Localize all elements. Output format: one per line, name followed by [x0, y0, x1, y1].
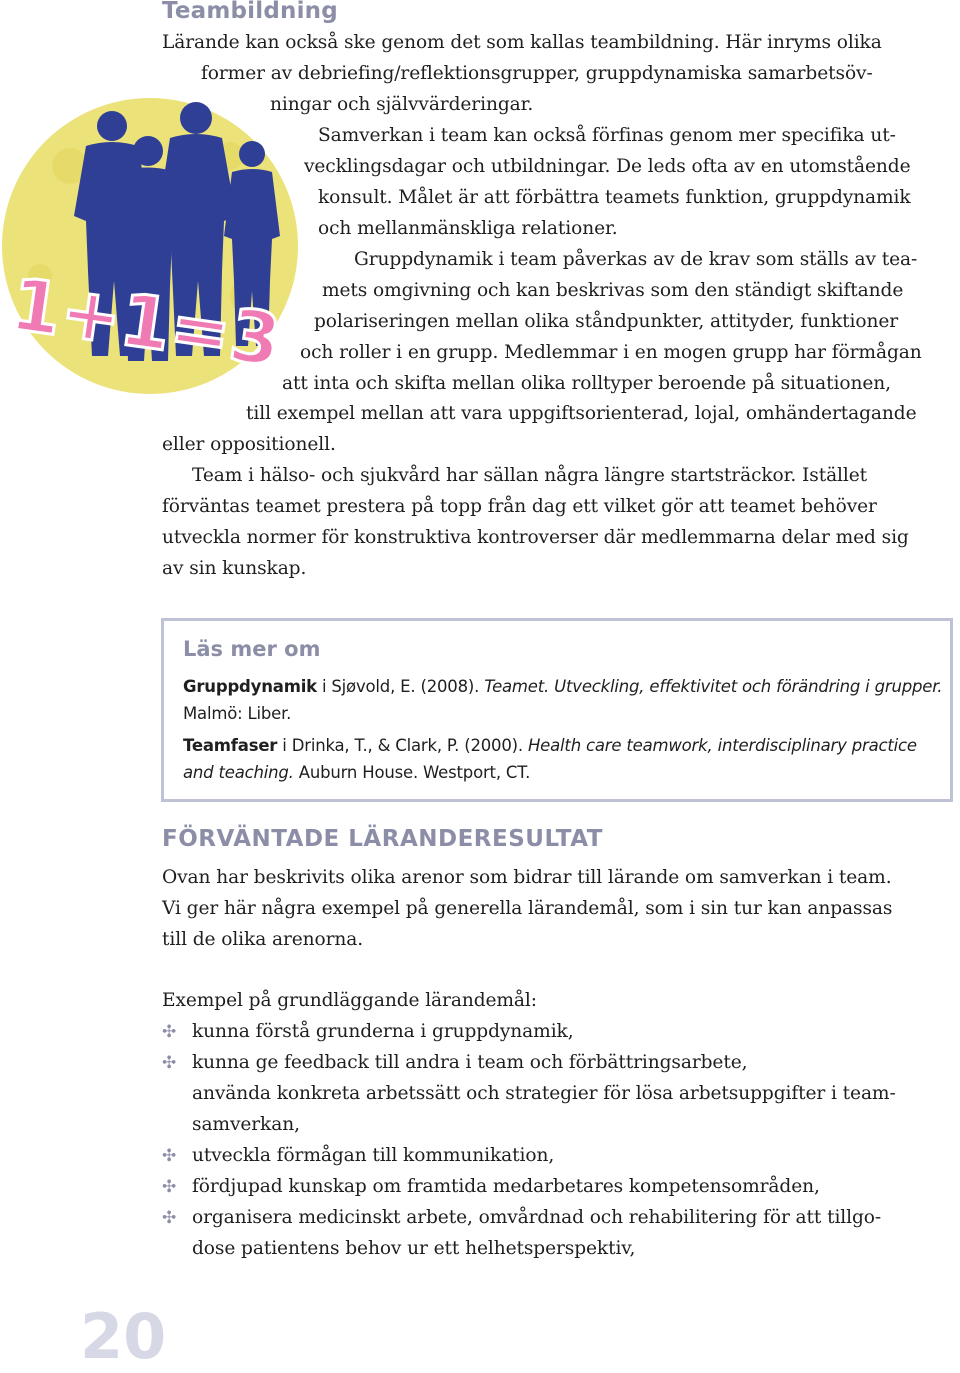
text-line: till exempel mellan att vara uppgiftsorienterad, lojal, omhändertagande: [246, 403, 917, 424]
list-item-text: organisera medicinskt arbete, omvårdnad och rehabilitering för att tillgo-: [192, 1207, 882, 1228]
text-line: vecklingsdagar och utbildningar. De leds ofta av en utomstående: [304, 156, 911, 177]
reference-topic: Teamfaser: [183, 736, 278, 755]
read-more-box: [161, 618, 953, 802]
list-item: [162, 1047, 747, 1079]
text-line: eller oppositionell.: [162, 434, 336, 455]
text-line: former av debriefing/reflektionsgrupper, gruppdynamiska samarbetsöv-: [201, 63, 873, 84]
illustration-caption: 1+1=3: [5, 261, 286, 383]
text-line: polariseringen mellan olika ståndpunkter, attityder, funktioner: [314, 311, 899, 332]
text-line: utveckla normer för konstruktiva kontroverser där medlemmarna delar med sig: [162, 527, 909, 548]
list-item-text: utveckla förmågan till kommunikation,: [192, 1145, 555, 1166]
list-item-text: samverkan,: [192, 1114, 300, 1135]
reference-author: i Sjøvold, E. (2008).: [316, 677, 485, 696]
flower-bullet-icon: ✣: [162, 1177, 177, 1197]
flower-bullet-icon: ✣: [162, 1146, 177, 1166]
intro-line: till de olika arenorna.: [162, 929, 364, 950]
section-heading-teambildning: Teambildning: [162, 0, 338, 24]
list-item: [162, 1202, 881, 1234]
list-item: [162, 1140, 554, 1172]
text-line: och roller i en grupp. Medlemmar i en mogen grupp har förmågan: [300, 342, 922, 363]
text-line: mets omgivning och kan beskrivas som den ständigt skiftande: [322, 280, 904, 301]
text-line: Team i hälso- och sjukvård har sällan några längre startsträckor. Istället: [192, 465, 868, 486]
text-line: Lärande kan också ske genom det som kallas teambildning. Här inryms olika: [162, 32, 882, 53]
text-line: Gruppdynamik i team påverkas av de krav som ställs av tea-: [354, 249, 918, 270]
intro-line: Ovan har beskrivits olika arenor som bidrar till lärande om samverkan i team.: [162, 867, 892, 888]
team-illustration: [0, 96, 300, 416]
text-line: förväntas teamet prestera på topp från dag ett vilket gör att teamet behöver: [162, 496, 877, 517]
list-item-text: dose patientens behov ur ett helhetsperspektiv,: [192, 1238, 636, 1259]
text-line: Samverkan i team kan också förfinas genom mer specifika ut-: [318, 125, 896, 146]
text-line: och mellanmänskliga relationer.: [318, 218, 618, 239]
flower-bullet-icon: ✣: [162, 1208, 177, 1228]
reference-title: Health care teamwork, interdisciplinary practice and teaching.: [183, 736, 917, 782]
reference-item: [183, 673, 943, 727]
reference-author: i Drinka, T., & Clark, P. (2000).: [277, 736, 528, 755]
list-item-text: kunna förstå grunderna i gruppdynamik,: [192, 1021, 574, 1042]
reference-title: Teamet. Utveckling, effektivitet och förändring i grupper.: [484, 677, 943, 696]
text-line: att inta och skifta mellan olika rolltyper beroende på situationen,: [282, 373, 891, 394]
examples-label: Exempel på grundläggande lärandemål:: [162, 990, 537, 1011]
reference-item: [183, 732, 943, 786]
text-line: av sin kunskap.: [162, 558, 307, 579]
reference-publisher: Malmö: Liber.: [183, 704, 292, 723]
flower-bullet-icon: ✣: [162, 1022, 177, 1042]
flower-bullet-icon: ✣: [162, 1053, 177, 1073]
list-item: [162, 1016, 574, 1048]
intro-line: Vi ger här några exempel på generella lärandemål, som i sin tur kan anpassas: [162, 898, 893, 919]
list-item: [162, 1171, 820, 1203]
text-line: konsult. Målet är att förbättra teamets funktion, gruppdynamik: [318, 187, 911, 208]
text-line: ningar och självvärderingar.: [270, 94, 534, 115]
page-number: 20: [80, 1300, 167, 1373]
reference-publisher: Auburn House. Westport, CT.: [293, 763, 531, 782]
read-more-title: Läs mer om: [183, 637, 321, 661]
section-heading-outcomes: FÖRVÄNTADE LÄRANDERESULTAT: [162, 826, 603, 852]
reference-topic: Gruppdynamik: [183, 677, 317, 696]
list-item-text: fördjupad kunskap om framtida medarbetares kompetensområden,: [192, 1176, 820, 1197]
list-item-text: använda konkreta arbetssätt och strategier för lösa arbetsuppgifter i team-: [192, 1083, 896, 1104]
list-item-text: kunna ge feedback till andra i team och förbättringsarbete,: [192, 1052, 748, 1073]
